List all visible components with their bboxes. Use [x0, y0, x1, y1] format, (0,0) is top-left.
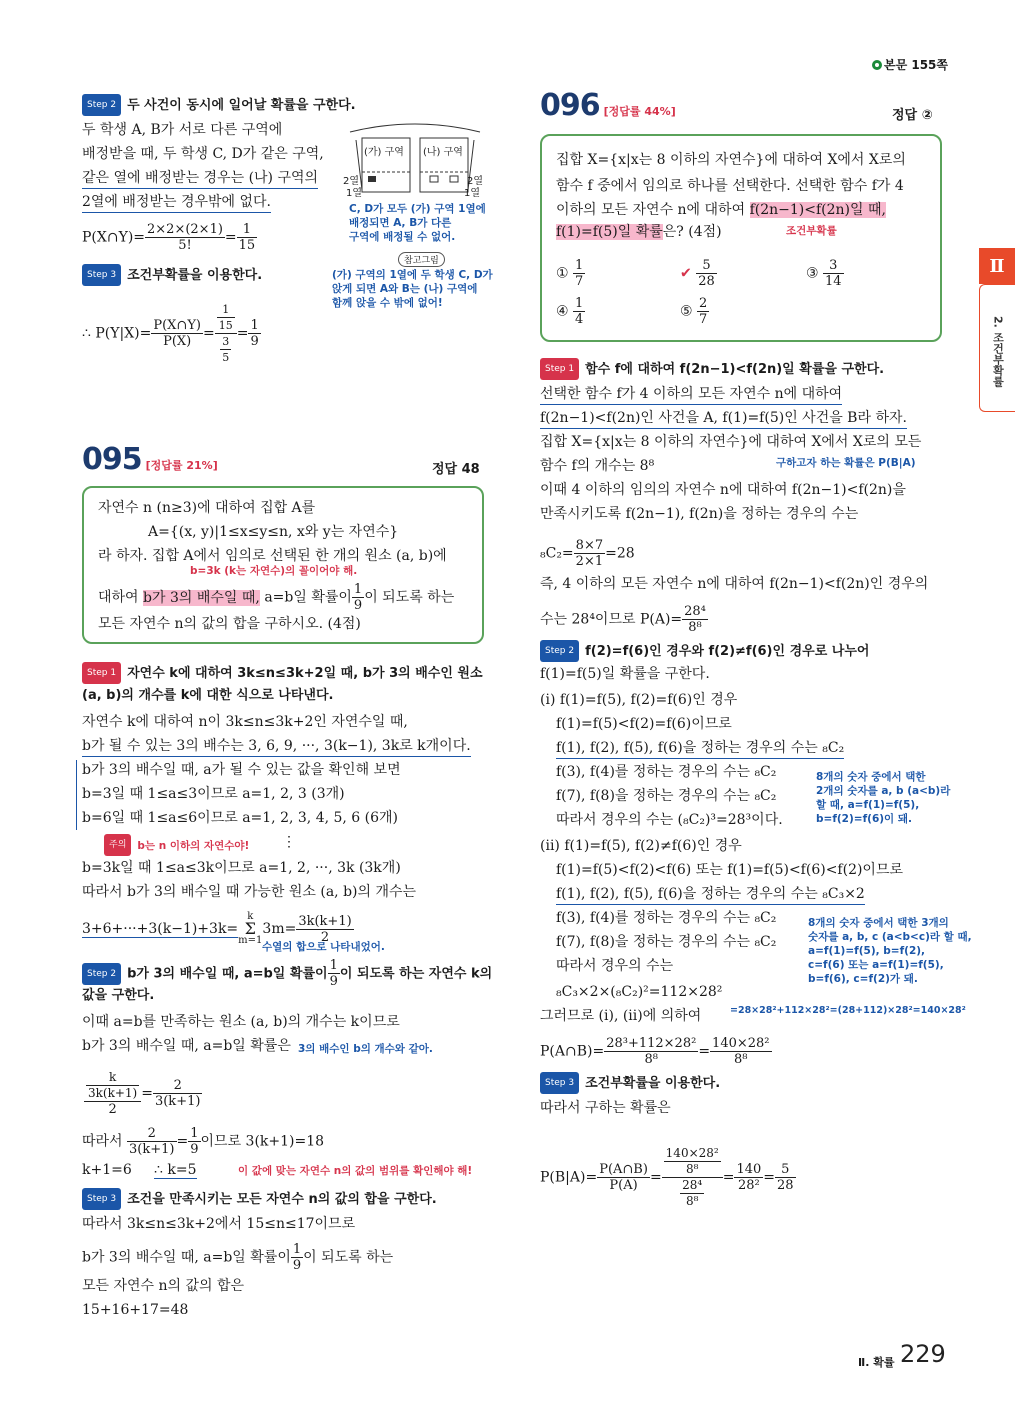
- case2-line: f(1), f(2), f(5), f(6)을 정하는 경우의 수는 ₈C₃×2: [556, 884, 865, 905]
- s2-k: k+1=6 ∴ k=5: [82, 1162, 197, 1178]
- q096-answer: 정답 ②: [892, 108, 933, 123]
- choice-4[interactable]: ④ $\frac{1}{4}$: [556, 296, 584, 327]
- choice-1[interactable]: ① $\frac{1}{7}$: [556, 258, 584, 289]
- s2-note: 3의 배수인 b의 개수와 같아.: [298, 1043, 433, 1055]
- case2-line: f(7), f(8)을 정하는 경우의 수는 ₈C₂: [556, 934, 777, 950]
- case2-note: 8개의 숫자 중에서 택한 3개의 숫자를 a, b, c (a<b<c)라 할 때, a=f(1)=f(5), b=f(2), c=f(6) 또는 a=f(1)=f(5), b=f(6), c=f(2)가 돼.: [808, 917, 972, 985]
- q095-step2-heading2: 값을 구한다.: [82, 988, 155, 1003]
- sum-note: 수열의 합으로 나타내었어.: [262, 941, 385, 953]
- text-line: 15+16+17=48: [82, 1302, 189, 1318]
- text-line: 자연수 k에 대하여 n이 3k≤n≤3k+2인 자연수일 때,: [82, 714, 408, 730]
- text-line: 같은 열에 배정받는 경우는 (나) 구역의: [82, 168, 318, 189]
- q096-step3-heading: Step 3 조건부확률을 이용한다.: [540, 1072, 720, 1094]
- text-line: b가 3의 배수일 때, a가 될 수 있는 값을 확인해 보면: [82, 762, 401, 778]
- text-line: 따라서 3k≤n≤3k+2에서 15≤n≤17이므로: [82, 1216, 356, 1232]
- case1-line: f(3), f(4)를 정하는 경우의 수는 ₈C₂: [556, 764, 777, 780]
- s2-k-note: 이 값에 맞는 자연수 n의 값의 범위를 확인해야 해!: [238, 1165, 473, 1177]
- text-line: 선택한 함수 f가 4 이하의 모든 자연수 n에 대하여: [540, 384, 842, 405]
- q096-problem-line: 집합 X={x|x는 8 이하의 자연수}에 대하여 X에서 X로의: [556, 152, 906, 168]
- caution-line: 주의 b는 n 이하의 자연수야!: [104, 834, 249, 856]
- text-line: 수는 28⁴이므로 P(A)= $\frac{\text{28⁴}}{\text{8⁸}}$: [540, 604, 706, 635]
- case2-line: 따라서 경우의 수는: [556, 958, 674, 974]
- text-line: b가 3의 배수일 때, a=b일 확률은: [82, 1038, 291, 1054]
- text-line: 즉, 4 이하의 모든 자연수 n에 대하여 f(2n−1)<f(2n)인 경우의: [540, 576, 929, 592]
- case1-line: f(7), f(8)을 정하는 경우의 수는 ₈C₂: [556, 788, 777, 804]
- sum-formula: 3+6+···+3(k−1)+3k= k Σ m=1 3m= $\frac{3k(k+1)}{2}$: [82, 911, 352, 946]
- label-na: (나) 구역: [423, 147, 463, 158]
- q095-step1-heading2: (a, b)의 개수를 k에 대한 식으로 나타낸다.: [82, 688, 334, 703]
- q096-problem-line: f(1)=f(5)일 확률은? (4점): [556, 224, 722, 240]
- note-seat: (가) 구역의 1열에 두 학생 C, D가 앉게 되면 A와 B는 (나) 구역에 함께 앉을 수 밖에 없어!: [332, 269, 493, 309]
- text-line: b=3k일 때 1≤a≤3k이므로 a=1, 2, ···, 3k (3k개): [82, 860, 401, 876]
- case2-line: f(1)=f(5)<f(2)<f(6) 또는 f(1)=f(5)<f(6)<f(2)이므로: [556, 862, 904, 878]
- q096-problem-line: 이하의 모든 자연수 n에 대하여 f(2n−1)<f(2n)일 때,: [556, 202, 886, 218]
- s2-thus: 그러므로 (i), (ii)에 의하여: [540, 1008, 702, 1024]
- step-badge: Step 2: [82, 94, 121, 116]
- q095-problem-line: A={(x, y)|1≤x≤y≤n, x와 y는 자연수}: [148, 524, 399, 540]
- text-line: 집합 X={x|x는 8 이하의 자연수}에 대하여 X에서 X로의 모든: [540, 434, 922, 450]
- q096-header: 096 [정답률 44%]: [540, 88, 676, 123]
- left-step3-heading: Step 3 조건부확률을 이용한다.: [82, 264, 262, 286]
- text-line: b=3일 때 1≤a≤3이므로 a=1, 2, 3 (3개): [82, 786, 345, 802]
- text-line: 2열에 배정받는 경우밖에 없다.: [82, 192, 271, 213]
- label-row1-right: 1열: [464, 188, 481, 199]
- q095-hint: b=3k (k는 자연수)의 꼴이어야 해.: [190, 565, 358, 577]
- q095-problem-line: 라 하자. 집합 A에서 임의로 선택된 한 개의 원소 (a, b)에: [98, 548, 447, 564]
- left-step2-heading: Step 2 두 사건이 동시에 일어날 확률을 구한다.: [82, 94, 356, 116]
- q095-problem-line: 모든 자연수 n의 값의 합을 구하시오. (4점): [98, 616, 361, 632]
- text-line: 배정받을 때, 두 학생 C, D가 같은 구역,: [82, 146, 324, 162]
- text-line: b=6일 때 1≤a≤6이므로 a=1, 2, 3, 4, 5, 6 (6개): [82, 810, 399, 826]
- footer-chapter: Ⅱ. 확률: [858, 1356, 895, 1369]
- s2-thus: 따라서 $\frac{2}{3(k+1)}$ = $\frac{1}{9}$ 이므로 3(k+1)=18: [82, 1126, 325, 1157]
- case2-line: ₈C₃×2×(₈C₂)²=112×28²: [556, 984, 723, 1000]
- ellipsis: ⋮: [282, 834, 296, 850]
- s2-sum-note: =28×28²+112×28²=(28+112)×28²=140×28²: [730, 1005, 966, 1016]
- choice-3[interactable]: ③ $\frac{3}{14}$: [806, 258, 842, 289]
- label-row2-left: 2열: [343, 176, 360, 187]
- q096-hint: 조건부확률: [786, 225, 837, 237]
- cond-prob: ∴ P(Y|X)= $\frac{P(X\cap Y)}{P(X)}$ = $\frac{\frac{1}{15}}{\frac{3}{5}}$ = $\frac{1}{9}$: [82, 303, 259, 364]
- q095-step2-heading: Step 2 b가 3의 배수일 때, a=b일 확률이 $\frac{1}{9}$ 이 되도록 하는 자연수 k의: [82, 958, 492, 989]
- text-line: f(2n−1)<f(2n)인 사건을 A, f(1)=f(5)인 사건을 B라 하자.: [540, 408, 907, 429]
- text-line: 만족시키도록 f(2n−1), f(2n)을 정하는 경우의 수는: [540, 506, 859, 522]
- ref-badge: 참고그림: [398, 252, 445, 267]
- q095-answer: 정답 48: [432, 462, 480, 477]
- text-line: 모든 자연수 n의 값의 합은: [82, 1278, 245, 1294]
- text-line: b가 될 수 있는 3의 배수는 3, 6, 9, ···, 3(k−1), 3k로 k개이다.: [82, 736, 471, 757]
- q096-step1-heading: Step 1 함수 f에 대하여 f(2n−1)<f(2n)일 확률을 구한다.: [540, 358, 884, 380]
- s1-comb: ₈C₂= $\frac{8\times 7}{2\times 1}$ =28: [540, 538, 635, 569]
- q095-problem-line: 대하여 b가 3의 배수일 때, a=b일 확률이 $\frac{1}{9}$ 이 되도록 하는: [98, 582, 455, 613]
- p-b-given-a: P(B|A)= $\frac{P(A\cap B)}{P(A)}$ = $\frac{\frac{\text{140×28²}}{\text{8⁸}}}{\frac{\text{28⁴}}{\text{8⁸}}}$ = $\frac{140}{\text{28²}}$ = $\frac{5}{28}$: [540, 1146, 794, 1208]
- prob-xy: P(X∩Y)= $\frac{2\times 2\times(2\times 1)}{5!}$ = $\frac{1}{15}$: [82, 222, 256, 253]
- choice-2[interactable]: ✔ $\frac{5}{28}$: [680, 258, 715, 289]
- q095-header: 095 [정답률 21%]: [82, 442, 218, 477]
- case1-line: f(1)=f(5)<f(2)=f(6)이므로: [556, 716, 732, 732]
- chapter-tab: Ⅱ: [979, 248, 1015, 284]
- case1-note: 8개의 숫자 중에서 택한 2개의 숫자를 a, b (a<b)라 할 때, a=f(1)=f(5), b=f(2)=f(6)이 돼.: [816, 771, 951, 825]
- case1-line: 따라서 경우의 수는 (₈C₂)³=28³이다.: [556, 812, 783, 828]
- case2-line: f(3), f(4)를 정하는 경우의 수는 ₈C₂: [556, 910, 777, 926]
- q096-step2-heading2: f(1)=f(5)일 확률을 구한다.: [540, 666, 710, 682]
- case1-line: f(1), f(2), f(5), f(6)을 정하는 경우의 수는 ₈C₂: [556, 738, 844, 759]
- text-line: 따라서 b가 3의 배수일 때 가능한 원소 (a, b)의 개수는: [82, 884, 417, 900]
- case2-line: (ii) f(1)=f(5), f(2)≠f(6)인 경우: [540, 838, 742, 854]
- page-ref: 본문 155쪽: [872, 56, 948, 73]
- note-cd: C, D가 모두 (가) 구역 1열에 배정되면 A, B가 다른 구역에 배정될 수 없어.: [349, 203, 486, 243]
- page-number: 229: [900, 1340, 946, 1368]
- text-line: 이때 4 이하의 임의의 자연수 n에 대하여 f(2n−1)<f(2n)을: [540, 482, 906, 498]
- label-row1-left: 1열: [346, 188, 363, 199]
- q095-step1-heading: Step 1 자연수 k에 대하여 3k≤n≤3k+2일 때, b가 3의 배수인 원소: [82, 662, 483, 684]
- text-line: 따라서 구하는 확률은: [540, 1100, 671, 1116]
- q095-problem-line: 자연수 n (n≥3)에 대하여 집합 A를: [98, 500, 316, 516]
- text-line: b가 3의 배수일 때, a=b일 확률이 $\frac{1}{9}$ 이 되도록 하는: [82, 1242, 394, 1273]
- text-line: 두 학생 A, B가 서로 다른 구역에: [82, 122, 283, 138]
- case1-line: (i) f(1)=f(5), f(2)=f(6)인 경우: [540, 692, 738, 708]
- circle-icon: [872, 60, 882, 70]
- q095-step3-heading: Step 3 조건을 만족시키는 모든 자연수 n의 값의 합을 구한다.: [82, 1188, 437, 1210]
- s2-fraction: $\frac{\frac{k}{3k(k+1)}}{2}$ = $\frac{2}{3(k+1)}$: [84, 1070, 202, 1117]
- p-a-and-b: P(A∩B)= $\frac{\text{28³+112×28²}}{\text{8⁸}}$ = $\frac{\text{140×28²}}{\text{8⁸}}$: [540, 1036, 770, 1067]
- label-row2-right: 2열: [467, 176, 484, 187]
- check-icon: ✔: [680, 265, 692, 282]
- chapter-tab-label: 2. 조건부확률: [979, 284, 1015, 412]
- choice-5[interactable]: ⑤ $\frac{2}{7}$: [680, 296, 708, 327]
- q096-step2-heading: Step 2 f(2)=f(6)인 경우와 f(2)≠f(6)인 경우로 나누어: [540, 640, 869, 662]
- text-line: 함수 f의 개수는 8⁸: [540, 458, 655, 474]
- label-ga: (가) 구역: [364, 147, 404, 158]
- text-line: 이때 a=b를 만족하는 원소 (a, b)의 개수는 k이므로: [82, 1014, 400, 1030]
- q096-problem-line: 함수 f 중에서 임의로 하나를 선택한다. 선택한 함수 f가 4: [556, 178, 904, 194]
- s1-note: 구하고자 하는 확률은 P(B|A): [776, 457, 916, 469]
- bracket-line: [76, 760, 80, 830]
